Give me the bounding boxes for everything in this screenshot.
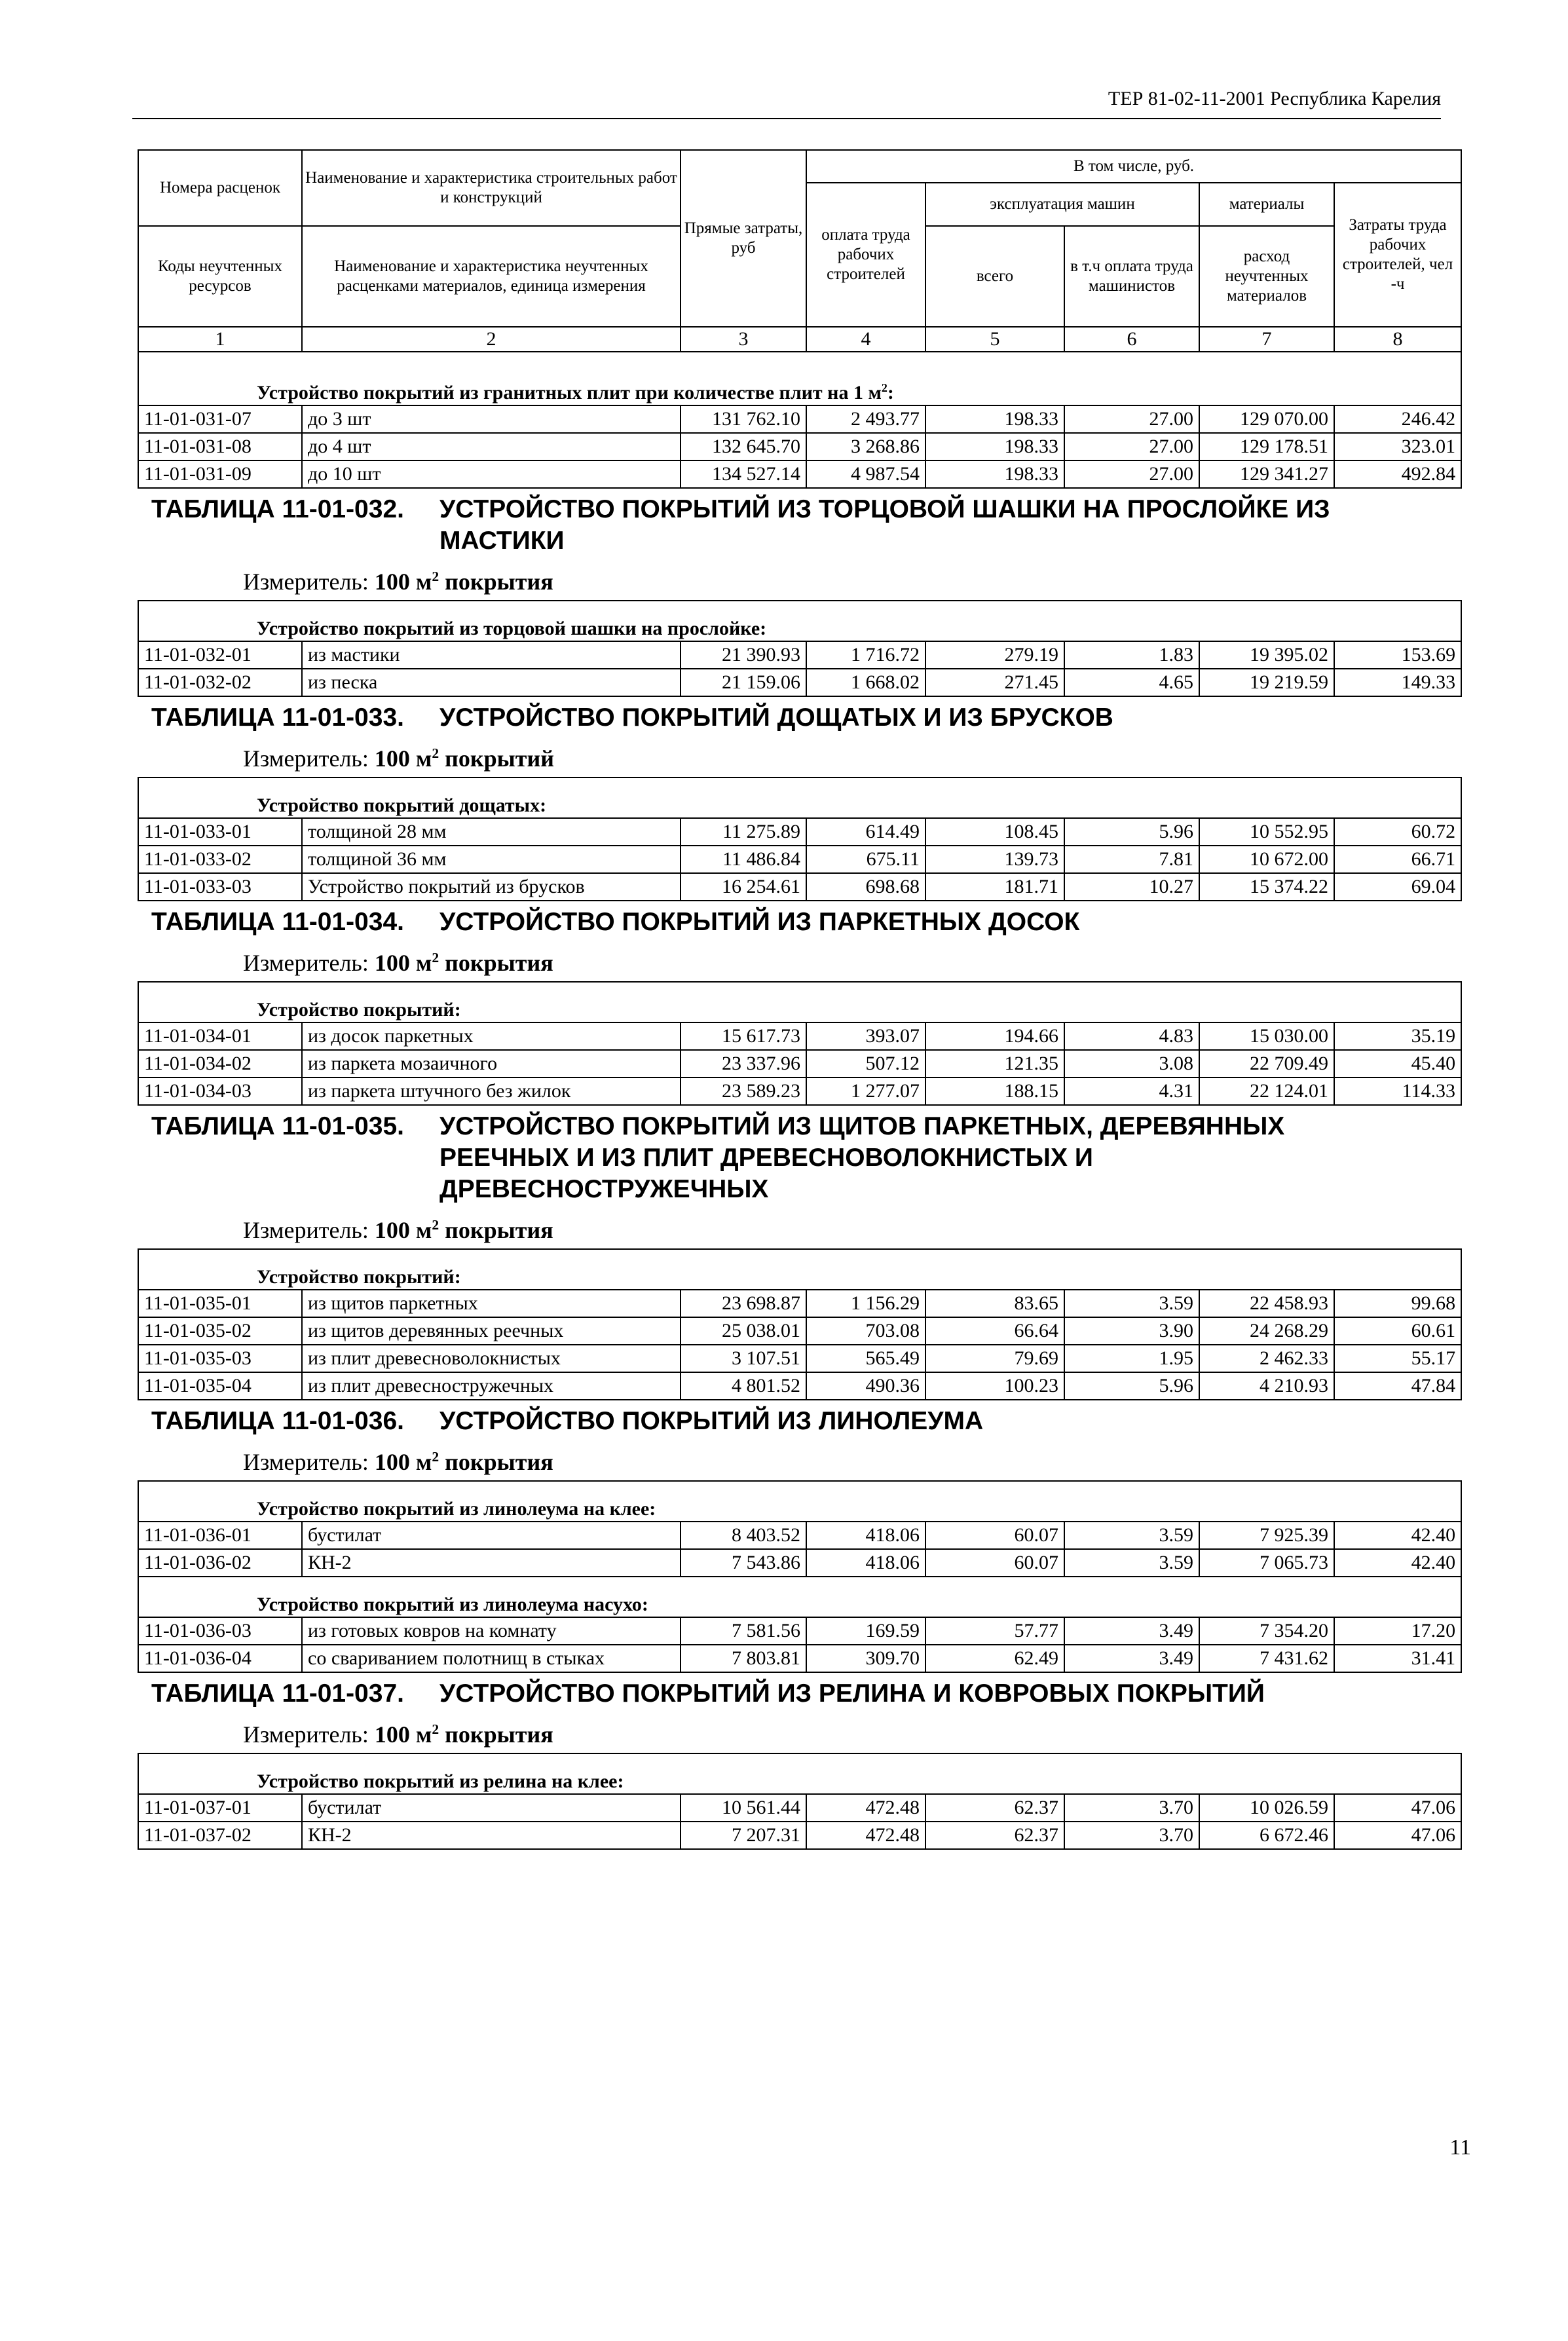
machines-total: 121.35 (925, 1050, 1064, 1077)
wages: 565.49 (806, 1345, 925, 1372)
rates-table (138, 149, 1462, 1850)
table-label: ТАБЛИЦА 11-01-036. (151, 1407, 404, 1435)
machine-wages: 3.90 (1064, 1317, 1199, 1345)
table-row (138, 1022, 1461, 1050)
materials: 7 354.20 (1199, 1617, 1334, 1645)
materials: 7 925.39 (1199, 1522, 1334, 1549)
wages: 3 268.86 (806, 433, 925, 460)
materials: 10 552.95 (1199, 818, 1334, 846)
machines-total: 60.07 (925, 1522, 1064, 1549)
rate-name: из плит древесноволокнистых (302, 1345, 681, 1372)
rate-name: из песка (302, 669, 681, 696)
direct-cost: 7 207.31 (681, 1822, 806, 1849)
rate-code: 11-01-035-02 (138, 1317, 302, 1345)
table-title-block (138, 488, 1461, 601)
wages: 507.12 (806, 1050, 925, 1077)
materials: 4 210.93 (1199, 1372, 1334, 1400)
rate-name: толщиной 36 мм (302, 846, 681, 873)
machines-total: 66.64 (925, 1317, 1064, 1345)
table-title: УСТРОЙСТВО ПОКРЫТИЙ ДОЩАТЫХ И ИЗ БРУСКОВ (439, 703, 1113, 732)
wages: 490.36 (806, 1372, 925, 1400)
machine-wages: 5.96 (1064, 1372, 1199, 1400)
rate-name: из щитов паркетных (302, 1290, 681, 1317)
materials: 10 026.59 (1199, 1794, 1334, 1822)
machine-wages: 4.65 (1064, 669, 1199, 696)
section-subtitle: Устройство покрытий из торцовой шашки на прослойке: (138, 601, 1461, 641)
machine-wages: 4.83 (1064, 1022, 1199, 1050)
col-header-name-top: Наименование и характеристика строительных работ и конструкций (302, 150, 681, 226)
rate-name: бустилат (302, 1522, 681, 1549)
table-title-block (138, 1672, 1461, 1753)
table-row (138, 873, 1461, 901)
materials: 10 672.00 (1199, 846, 1334, 873)
header-rule (132, 118, 1441, 119)
rate-name: со свариванием полотнищ в стыках (302, 1645, 681, 1672)
wages: 1 156.29 (806, 1290, 925, 1317)
table-row (138, 433, 1461, 460)
labor: 42.40 (1334, 1522, 1461, 1549)
rate-code: 11-01-031-08 (138, 433, 302, 460)
machines-total: 139.73 (925, 846, 1064, 873)
table-title: УСТРОЙСТВО ПОКРЫТИЙ ИЗ ЛИНОЛЕУМА (439, 1407, 984, 1435)
rate-code: 11-01-031-07 (138, 405, 302, 433)
rate-code: 11-01-036-03 (138, 1617, 302, 1645)
wages: 393.07 (806, 1022, 925, 1050)
machine-wages: 7.81 (1064, 846, 1199, 873)
direct-cost: 132 645.70 (681, 433, 806, 460)
table-title-block (138, 696, 1461, 777)
running-header: ТЕР 81-02-11-2001 Республика Карелия (1108, 88, 1441, 109)
wages: 703.08 (806, 1317, 925, 1345)
wages: 472.48 (806, 1794, 925, 1822)
machine-wages: 10.27 (1064, 873, 1199, 901)
labor: 492.84 (1334, 460, 1461, 488)
wages: 614.49 (806, 818, 925, 846)
table-row (138, 1372, 1461, 1400)
machine-wages: 5.96 (1064, 818, 1199, 846)
wages: 698.68 (806, 873, 925, 901)
table-row (138, 1345, 1461, 1372)
materials: 129 070.00 (1199, 405, 1334, 433)
rate-code: 11-01-036-04 (138, 1645, 302, 1672)
machine-wages: 27.00 (1064, 433, 1199, 460)
direct-cost: 21 159.06 (681, 669, 806, 696)
direct-cost: 10 561.44 (681, 1794, 806, 1822)
section-subtitle: Устройство покрытий: (138, 1249, 1461, 1290)
table-title-block (138, 1105, 1461, 1249)
section-subtitle: Устройство покрытий из релина на клее: (138, 1753, 1461, 1794)
table-row (138, 1549, 1461, 1577)
labor: 149.33 (1334, 669, 1461, 696)
materials: 15 374.22 (1199, 873, 1334, 901)
rate-name: из мастики (302, 641, 681, 669)
col-header-machines: эксплуатация машин (925, 183, 1199, 226)
direct-cost: 7 543.86 (681, 1549, 806, 1577)
direct-cost: 11 486.84 (681, 846, 806, 873)
wages: 418.06 (806, 1522, 925, 1549)
machines-total: 62.37 (925, 1794, 1064, 1822)
table-row (138, 1077, 1461, 1105)
labor: 45.40 (1334, 1050, 1461, 1077)
rate-code: 11-01-032-01 (138, 641, 302, 669)
direct-cost: 134 527.14 (681, 460, 806, 488)
col-num: 4 (806, 327, 925, 352)
materials: 19 395.02 (1199, 641, 1334, 669)
rate-code: 11-01-037-02 (138, 1822, 302, 1849)
rate-name: из досок паркетных (302, 1022, 681, 1050)
table-row (138, 1522, 1461, 1549)
machines-total: 198.33 (925, 405, 1064, 433)
wages: 2 493.77 (806, 405, 925, 433)
rate-name: Устройство покрытий из брусков (302, 873, 681, 901)
rate-name: бустилат (302, 1794, 681, 1822)
direct-cost: 11 275.89 (681, 818, 806, 846)
wages: 418.06 (806, 1549, 925, 1577)
rate-code: 11-01-033-03 (138, 873, 302, 901)
machine-wages: 1.95 (1064, 1345, 1199, 1372)
labor: 323.01 (1334, 433, 1461, 460)
materials: 129 178.51 (1199, 433, 1334, 460)
rate-name: из паркета штучного без жилок (302, 1077, 681, 1105)
direct-cost: 15 617.73 (681, 1022, 806, 1050)
machines-total: 60.07 (925, 1549, 1064, 1577)
table-title: УСТРОЙСТВО ПОКРЫТИЙ ИЗ РЕЛИНА И КОВРОВЫХ ПОКРЫТИЙ (439, 1679, 1265, 1708)
rate-code: 11-01-035-04 (138, 1372, 302, 1400)
col-header-incl: В том числе, руб. (806, 150, 1461, 183)
table-title-block (138, 1400, 1461, 1481)
direct-cost: 4 801.52 (681, 1372, 806, 1400)
section-subtitle: Устройство покрытий: (138, 982, 1461, 1022)
materials: 22 124.01 (1199, 1077, 1334, 1105)
machine-wages: 3.59 (1064, 1290, 1199, 1317)
labor: 35.19 (1334, 1022, 1461, 1050)
direct-cost: 21 390.93 (681, 641, 806, 669)
wages: 309.70 (806, 1645, 925, 1672)
machine-wages: 3.49 (1064, 1617, 1199, 1645)
measure-unit: Измеритель: 100 $м^2$ покрытия (243, 1721, 553, 1748)
measure-unit: Измеритель: 100 $м^2$ покрытия (243, 950, 553, 976)
machines-total: 188.15 (925, 1077, 1064, 1105)
rate-name: толщиной 28 мм (302, 818, 681, 846)
materials: 22 709.49 (1199, 1050, 1334, 1077)
labor: 246.42 (1334, 405, 1461, 433)
machines-total: 271.45 (925, 669, 1064, 696)
table-row (138, 1050, 1461, 1077)
table-label: ТАБЛИЦА 11-01-037. (151, 1679, 404, 1708)
machines-total: 100.23 (925, 1372, 1064, 1400)
col-header-mach-wages: в т.ч оплата труда машинистов (1064, 226, 1199, 327)
rates-table-area (138, 149, 1461, 1850)
materials: 129 341.27 (1199, 460, 1334, 488)
materials: 24 268.29 (1199, 1317, 1334, 1345)
rate-code: 11-01-034-02 (138, 1050, 302, 1077)
rate-code: 11-01-036-01 (138, 1522, 302, 1549)
rate-code: 11-01-035-03 (138, 1345, 302, 1372)
labor: 42.40 (1334, 1549, 1461, 1577)
direct-cost: 25 038.01 (681, 1317, 806, 1345)
table-title: УСТРОЙСТВО ПОКРЫТИЙ ИЗ ЩИТОВ ПАРКЕТНЫХ, ДЕРЕВЯННЫХ РЕЕЧНЫХ И ИЗ ПЛИТ ДРЕВЕСНОВОЛОКНИСТЫХ И ДРЕВЕСНОСТРУЖЕЧНЫХ (439, 1112, 1285, 1203)
rate-name: из плит древесностружечных (302, 1372, 681, 1400)
machines-total: 62.49 (925, 1645, 1064, 1672)
col-num: 2 (302, 327, 681, 352)
direct-cost: 8 403.52 (681, 1522, 806, 1549)
table-row (138, 405, 1461, 433)
rate-name: КН-2 (302, 1549, 681, 1577)
rate-name: КН-2 (302, 1822, 681, 1849)
table-row (138, 1822, 1461, 1849)
machine-wages: 1.83 (1064, 641, 1199, 669)
table-row (138, 460, 1461, 488)
table-label: ТАБЛИЦА 11-01-033. (151, 703, 404, 732)
wages: 1 716.72 (806, 641, 925, 669)
wages: 675.11 (806, 846, 925, 873)
table-title: УСТРОЙСТВО ПОКРЫТИЙ ИЗ ПАРКЕТНЫХ ДОСОК (439, 908, 1080, 936)
rate-code: 11-01-033-01 (138, 818, 302, 846)
table-title-block (138, 901, 1461, 982)
labor: 60.61 (1334, 1317, 1461, 1345)
rate-name: из паркета мозаичного (302, 1050, 681, 1077)
materials: 7 431.62 (1199, 1645, 1334, 1672)
direct-cost: 23 589.23 (681, 1077, 806, 1105)
rate-code: 11-01-037-01 (138, 1794, 302, 1822)
table-row (138, 669, 1461, 696)
materials: 22 458.93 (1199, 1290, 1334, 1317)
machine-wages: 27.00 (1064, 405, 1199, 433)
page-number: 11 (1449, 2135, 1471, 2160)
labor: 31.41 (1334, 1645, 1461, 1672)
labor: 47.06 (1334, 1822, 1461, 1849)
table-row (138, 1317, 1461, 1345)
labor: 66.71 (1334, 846, 1461, 873)
machines-total: 62.37 (925, 1822, 1064, 1849)
rate-code: 11-01-034-03 (138, 1077, 302, 1105)
col-num: 1 (138, 327, 302, 352)
table-row (138, 1794, 1461, 1822)
col-header-name-bottom: Наименование и характеристика неучтенных расценками материалов, единица измерения (302, 226, 681, 327)
labor: 47.84 (1334, 1372, 1461, 1400)
col-header-materials: материалы (1199, 183, 1334, 226)
machine-wages: 27.00 (1064, 460, 1199, 488)
table-label: ТАБЛИЦА 11-01-034. (151, 908, 404, 936)
col-header-wages: оплата труда рабочих строителей (806, 183, 925, 327)
machines-total: 108.45 (925, 818, 1064, 846)
rate-code: 11-01-031-09 (138, 460, 302, 488)
rate-name: из щитов деревянных реечных (302, 1317, 681, 1345)
measure-unit: Измеритель: 100 $м^2$ покрытия (243, 1217, 553, 1243)
col-header-mat-unacc: расход неучтенных материалов (1199, 226, 1334, 327)
table-row (138, 641, 1461, 669)
wages: 1 668.02 (806, 669, 925, 696)
machine-wages: 3.08 (1064, 1050, 1199, 1077)
direct-cost: 23 337.96 (681, 1050, 806, 1077)
rate-name: из готовых ковров на комнату (302, 1617, 681, 1645)
wages: 4 987.54 (806, 460, 925, 488)
table-label: ТАБЛИЦА 11-01-035. (151, 1112, 404, 1140)
rate-code: 11-01-032-02 (138, 669, 302, 696)
measure-unit: Измеритель: 100 $м^2$ покрытий (243, 745, 554, 772)
labor: 114.33 (1334, 1077, 1461, 1105)
direct-cost: 7 803.81 (681, 1645, 806, 1672)
table-title: УСТРОЙСТВО ПОКРЫТИЙ ИЗ ТОРЦОВОЙ ШАШКИ НА ПРОСЛОЙКЕ ИЗ МАСТИКИ (439, 495, 1330, 555)
materials: 2 462.33 (1199, 1345, 1334, 1372)
labor: 17.20 (1334, 1617, 1461, 1645)
col-num: 5 (925, 327, 1064, 352)
wages: 169.59 (806, 1617, 925, 1645)
table-row (138, 1617, 1461, 1645)
machine-wages: 3.49 (1064, 1645, 1199, 1672)
labor: 47.06 (1334, 1794, 1461, 1822)
section-subtitle: Устройство покрытий из гранитных плит при количестве плит на 1 $м^2$: (138, 352, 1461, 405)
col-num: 6 (1064, 327, 1199, 352)
rate-name: до 3 шт (302, 405, 681, 433)
machines-total: 279.19 (925, 641, 1064, 669)
col-header-code-top: Номера расценок (138, 150, 302, 226)
direct-cost: 16 254.61 (681, 873, 806, 901)
machines-total: 194.66 (925, 1022, 1064, 1050)
col-header-code-bottom: Коды неучтенных ресурсов (138, 226, 302, 327)
col-header-mach-total: всего (925, 226, 1064, 327)
machines-total: 198.33 (925, 433, 1064, 460)
rate-name: до 4 шт (302, 433, 681, 460)
labor: 60.72 (1334, 818, 1461, 846)
labor: 153.69 (1334, 641, 1461, 669)
table-row (138, 1290, 1461, 1317)
labor: 99.68 (1334, 1290, 1461, 1317)
table-row (138, 1645, 1461, 1672)
col-header-labor: Затраты труда рабочих строителей, чел -ч (1334, 183, 1461, 327)
machine-wages: 3.70 (1064, 1822, 1199, 1849)
machine-wages: 3.70 (1064, 1794, 1199, 1822)
table-label: ТАБЛИЦА 11-01-032. (151, 495, 404, 523)
section-subtitle: Устройство покрытий из линолеума насухо: (138, 1577, 1461, 1617)
rate-name: до 10 шт (302, 460, 681, 488)
rate-code: 11-01-035-01 (138, 1290, 302, 1317)
col-num: 3 (681, 327, 806, 352)
machines-total: 79.69 (925, 1345, 1064, 1372)
col-header-direct: Прямые затраты, руб (681, 150, 806, 327)
table-row (138, 818, 1461, 846)
machines-total: 57.77 (925, 1617, 1064, 1645)
section-subtitle: Устройство покрытий из линолеума на клее: (138, 1481, 1461, 1522)
rate-code: 11-01-033-02 (138, 846, 302, 873)
machine-wages: 3.59 (1064, 1549, 1199, 1577)
machines-total: 181.71 (925, 873, 1064, 901)
materials: 7 065.73 (1199, 1549, 1334, 1577)
materials: 6 672.46 (1199, 1822, 1334, 1849)
machine-wages: 3.59 (1064, 1522, 1199, 1549)
materials: 15 030.00 (1199, 1022, 1334, 1050)
section-subtitle: Устройство покрытий дощатых: (138, 777, 1461, 818)
rate-code: 11-01-034-01 (138, 1022, 302, 1050)
wages: 472.48 (806, 1822, 925, 1849)
direct-cost: 3 107.51 (681, 1345, 806, 1372)
labor: 69.04 (1334, 873, 1461, 901)
machines-total: 198.33 (925, 460, 1064, 488)
materials: 19 219.59 (1199, 669, 1334, 696)
direct-cost: 7 581.56 (681, 1617, 806, 1645)
direct-cost: 131 762.10 (681, 405, 806, 433)
wages: 1 277.07 (806, 1077, 925, 1105)
machine-wages: 4.31 (1064, 1077, 1199, 1105)
direct-cost: 23 698.87 (681, 1290, 806, 1317)
table-row (138, 846, 1461, 873)
col-num: 7 (1199, 327, 1334, 352)
rate-code: 11-01-036-02 (138, 1549, 302, 1577)
measure-unit: Измеритель: 100 $м^2$ покрытия (243, 569, 553, 595)
measure-unit: Измеритель: 100 $м^2$ покрытия (243, 1449, 553, 1475)
labor: 55.17 (1334, 1345, 1461, 1372)
machines-total: 83.65 (925, 1290, 1064, 1317)
col-num: 8 (1334, 327, 1461, 352)
